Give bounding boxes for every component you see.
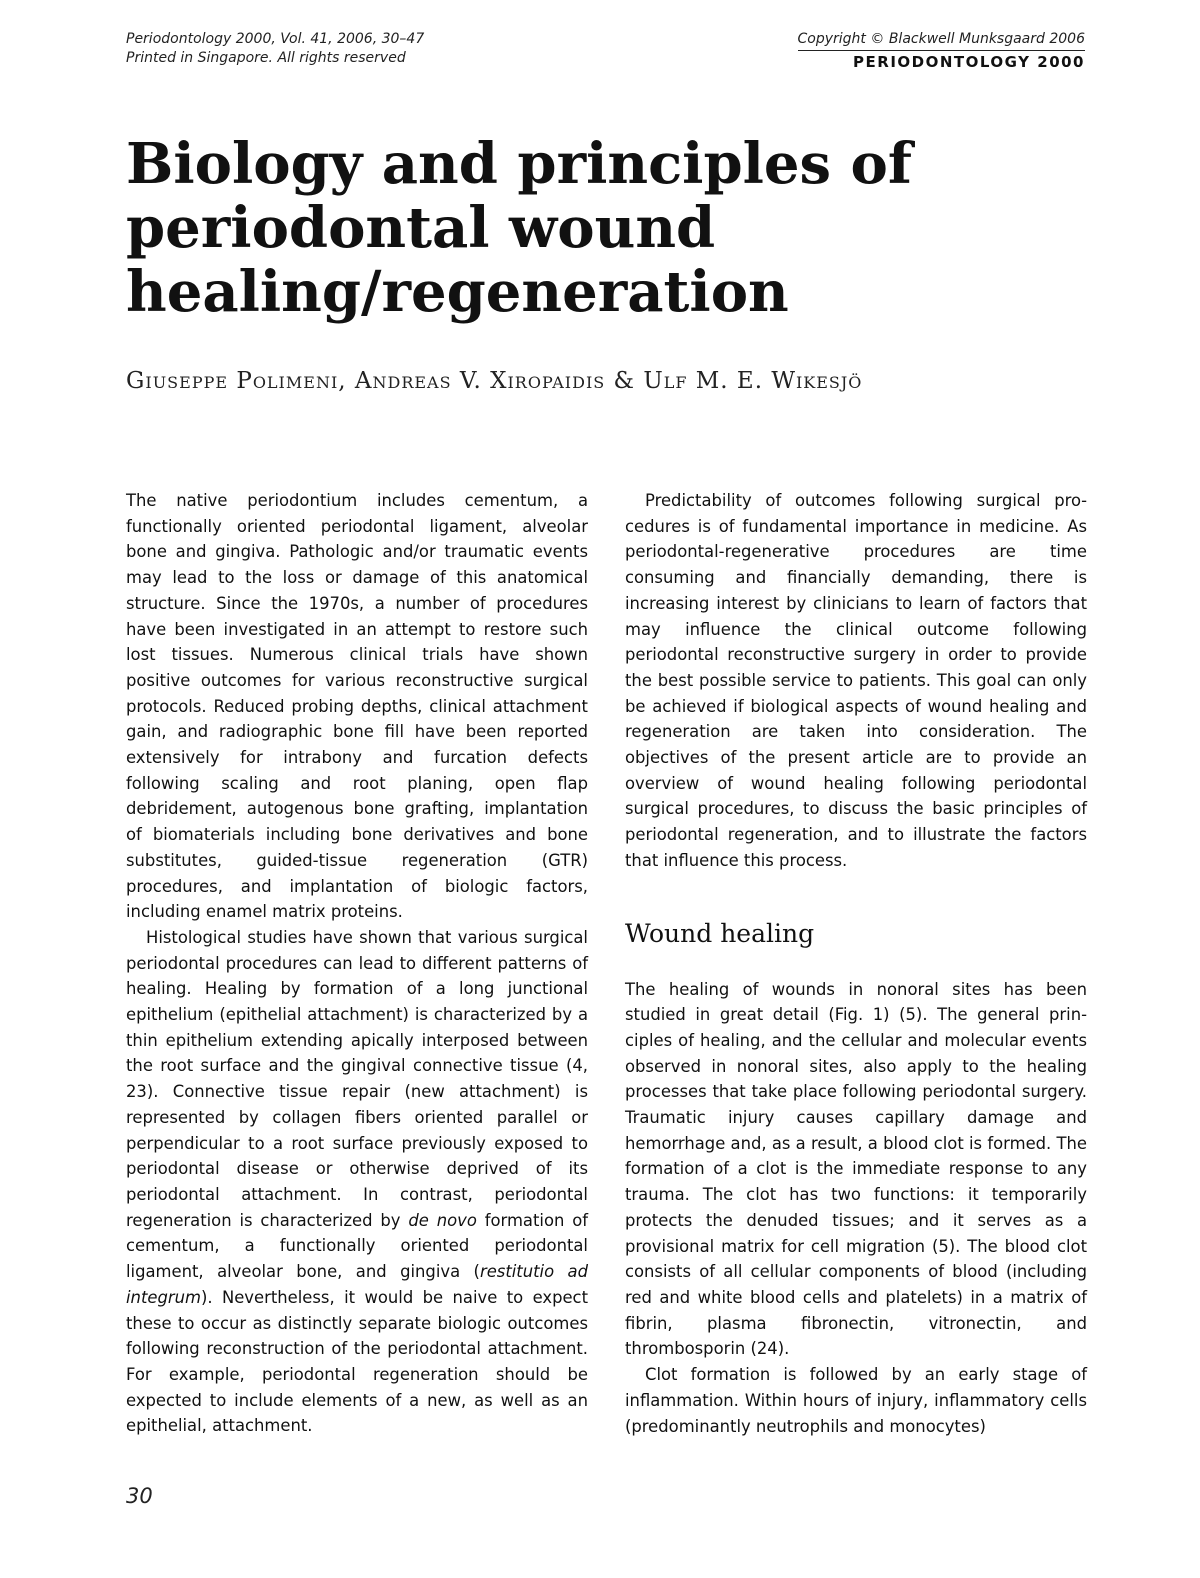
wound-healing-paragraph: The healing of wounds in nonoral sites has been studied in great detail (Fig. 1) (5). The general principles of healing, and the cellular and molecular events observed in nonoral sites, also apply to the healing processes that take place following periodontal surgery. Traumatic injury causes capillary damage and hemorrhage and, as a result, a blood clot is formed. The formation of a clot is the immediate response to any trauma. The clot has two functions: it temporarily protects the denuded tissues; and it serves as a provisional matrix for cell migration (5). The blood clot consists of all cellular components of blood (including red and white blood cells and platelets) in a matrix of fibrin, plasma fibronectin, vitronectin, and thrombosporin (24). [625, 979, 1087, 1359]
journal-citation: Periodontology 2000, Vol. 41, 2006, 30–47 [126, 31, 425, 47]
histology-text-b: formation of cementum, a functionally oriented periodontal ligament, alveolar bone, and gingiva ( [126, 1210, 589, 1282]
intro-paragraph: The native periodontium includes cementum, a functionally oriented periodontal ligament, alveolar bone and gingiva. Pathologic and/or traumatic events may lead to the loss or damage of this anatomical structure. Since the 1970s, a number of procedures have been investigated in an attempt to restore such lost tissues. Numerous clinical trials have shown positive outcomes for various reconstructive surgical protocols. Reduced probing depths, clinical attachment gain, and radiographic bone fill have been reported extensively for intrabony and furcation defects following scaling and root planing, open flap debridement, autogenous bone grafting, implantation of biomaterials including bone derivatives and bone substitutes, guided-tissue regeneration (GTR) procedures, and implantation of biologic factors, including enamel matrix proteins. [126, 491, 588, 922]
print-notice: Printed in Singapore. All rights reserved [126, 50, 406, 66]
right-column [625, 488, 1087, 1439]
predictability-paragraph: Predictability of outcomes following surgical procedures is of fundamental importance in medicine. As periodontal-regenerative procedures are time consuming and financially demanding, there is increasing interest by clinicians to learn of factors that may influence the clinical outcome following periodontal reconstructive surgery in order to provide the best possible service to patients. This goal can only be achieved if biological aspects of wound healing and regeneration are taken into consideration. The objectives of the present article are to provide an overview of wound healing following periodontal surgical procedures, to discuss the basic principles of periodontal regeneration, and to illustrate the factors that influence this process. [625, 491, 1087, 870]
running-header-left [126, 30, 424, 68]
histology-paragraph [126, 925, 588, 1439]
title-line-1: Biology and principles of [126, 131, 912, 197]
title-line-3: healing/regeneration [126, 259, 789, 325]
journal-name: PERIODONTOLOGY 2000 [798, 50, 1085, 72]
article-title [126, 132, 1026, 324]
page-number: 30 [126, 1484, 153, 1508]
left-column [126, 488, 588, 1439]
copyright-notice: Copyright © Blackwell Munksgaard 2006 [797, 31, 1085, 47]
title-line-2: periodontal wound [126, 195, 716, 261]
running-header-right [798, 30, 1085, 72]
histology-text-a: Histological studies have shown that various surgical periodontal procedures can lead to different patterns of healing. Healing by formation of a long junctional epithelium (epithelial attachment) is characterized by a thin epithelium extending apically interposed between the root surface and the gingival connective tissue (4, 23). Connective tissue repair (new attachment) is represented by collagen fibers oriented parallel or perpendicular to a root surface previously exposed to periodontal disease or otherwise deprived of its periodontal attachment. In contrast, periodontal regeneration is characterized by [126, 927, 588, 1230]
histology-text-c: ). Nevertheless, it would be naive to expect these to occur as distinctly separate biologic outcomes following reconstruction of the periodontal attachment. For example, periodontal regeneration should be expected to include elements of a new, as well as an epithelial, attachment. [126, 1287, 588, 1436]
author-list: Giuseppe Polimeni, Andreas V. Xiropaidis & Ulf M. E. Wikesjö [126, 368, 863, 394]
restitutio-term: restitutio ad integrum [126, 1262, 589, 1307]
section-heading-wound-healing: Wound healing [625, 918, 815, 948]
clot-formation-paragraph: Clot formation is followed by an early stage of inflammation. Within hours of injury, inflammatory cells (predominantly neutrophils and monocytes) [625, 1365, 1087, 1436]
de-novo-term: de novo [408, 1210, 477, 1230]
